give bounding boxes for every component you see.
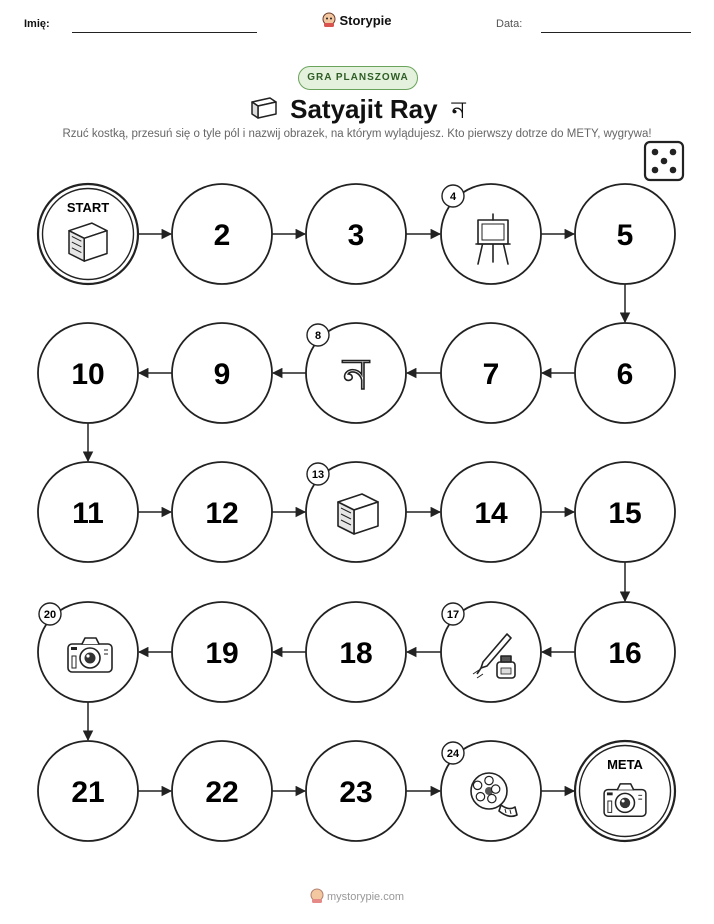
board-cell-24	[441, 741, 541, 841]
category-badge: GRA PLANSZOWA	[298, 66, 418, 90]
cell-number: 11	[72, 497, 104, 530]
cell-number: 4	[449, 191, 457, 203]
cell-number: 23	[339, 776, 373, 809]
cell-number: 20	[43, 609, 57, 621]
board-cell-19	[172, 602, 272, 702]
board-cell-12	[172, 462, 272, 562]
cell-number: 21	[71, 776, 105, 809]
cell-number: 14	[474, 497, 508, 530]
storypie-logo-icon	[310, 888, 324, 904]
board-cell-14	[441, 462, 541, 562]
bengali-letter-icon: ন	[342, 349, 370, 400]
cell-number: 7	[482, 358, 500, 391]
cell-number: 16	[608, 637, 642, 670]
board-cell-8	[306, 323, 406, 423]
board-cell-17	[441, 602, 541, 702]
board-cell-4	[441, 184, 541, 284]
book-icon	[338, 494, 378, 534]
board-cell-2	[172, 184, 272, 284]
book-icon	[69, 223, 107, 261]
cell-number: 13	[311, 469, 325, 481]
footer	[0, 888, 714, 904]
name-label: Imię:	[24, 18, 50, 30]
board-cell-13	[306, 462, 406, 562]
board-cell-23	[306, 741, 406, 841]
cell-label: META	[607, 757, 643, 772]
board-cell-11	[38, 462, 138, 562]
cell-number: 6	[616, 358, 634, 391]
cell-label: START	[66, 200, 110, 215]
dice-icon	[645, 142, 683, 180]
cell-number: 22	[205, 776, 239, 809]
cell-number: 18	[339, 637, 373, 670]
cell-number: 12	[205, 497, 239, 530]
board-cell-25	[575, 741, 675, 841]
board-cell-5	[575, 184, 675, 284]
board-cell-22	[172, 741, 272, 841]
cell-number: 3	[347, 219, 365, 252]
cell-number: 10	[71, 358, 105, 391]
board-cell-10	[38, 323, 138, 423]
footer-url: mystorypie.com	[326, 891, 405, 903]
board-cell-15	[575, 462, 675, 562]
cell-number: 9	[213, 358, 231, 391]
board-cell-18	[306, 602, 406, 702]
instructions: Rzuć kostką, przesuń się o tyle pól i nazwij obrazek, na którym wylądujesz. Kto pierwszy dotrze do METY, wygrywa!	[62, 128, 652, 140]
board-cell-21	[38, 741, 138, 841]
cell-number: 19	[205, 637, 239, 670]
board-cell-20	[38, 602, 138, 702]
board-cell-7	[441, 323, 541, 423]
brand-name: Storypie	[339, 13, 392, 28]
board-cell-3	[306, 184, 406, 284]
board-cell-16	[575, 602, 675, 702]
cell-number: 2	[213, 219, 231, 252]
title-text: Satyajit Ray	[290, 94, 438, 124]
date-label: Data:	[496, 18, 523, 30]
cell-number: 15	[608, 497, 642, 530]
board-cell-6	[575, 323, 675, 423]
cell-number: 5	[616, 219, 634, 252]
board-cell-1	[38, 184, 138, 284]
cell-number: 24	[446, 748, 460, 760]
bengali-letter-icon: ন	[451, 96, 466, 124]
cell-number: 8	[314, 330, 322, 342]
cell-number: 17	[446, 609, 460, 621]
board-cell-9	[172, 323, 272, 423]
